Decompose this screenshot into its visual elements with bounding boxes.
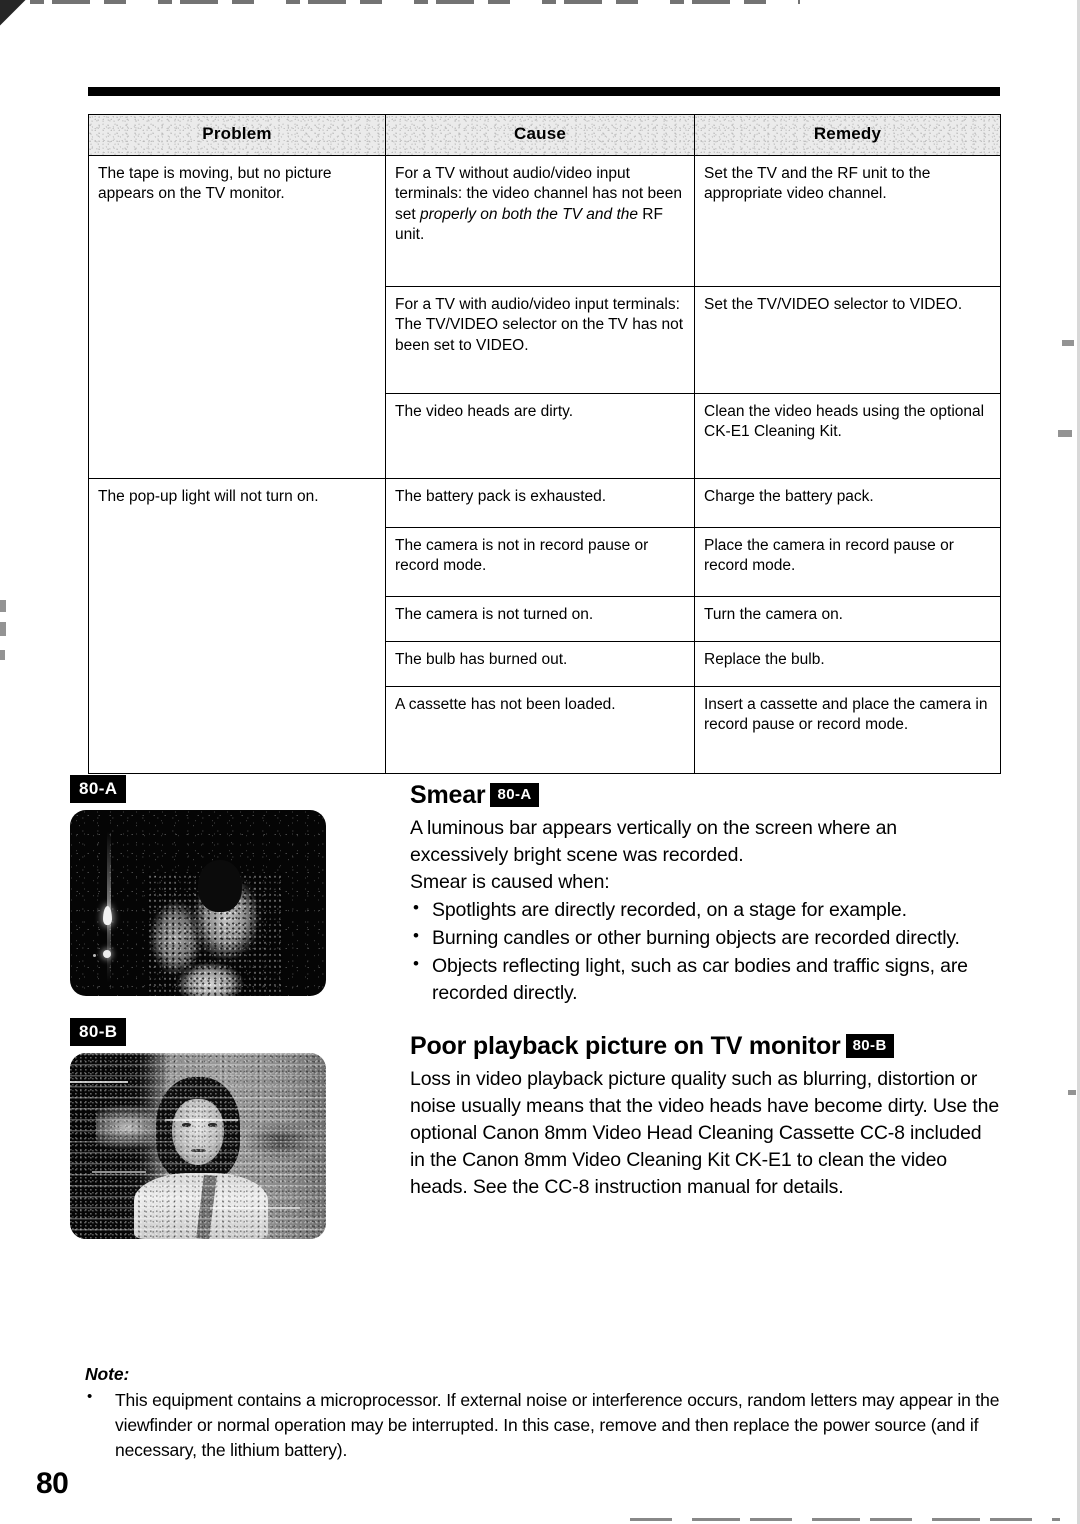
figure-photo-80b-poor-playback <box>70 1053 326 1239</box>
page-number: 80 <box>36 1467 69 1500</box>
section-badge-80b: 80-B <box>846 1034 894 1058</box>
note-label: Note: <box>85 1364 130 1384</box>
figure-photo-80a-smear <box>70 810 326 996</box>
video-dropout-lines <box>70 1053 326 1239</box>
cause-cell: For a TV without audio/video input terminals: the video channel has not been set properly on both the TV and the RF unit. <box>386 155 695 286</box>
column-header-problem: Problem <box>89 115 386 156</box>
scan-edge-mark <box>1062 340 1074 346</box>
remedy-cell: Set the TV and the RF unit to the appropriate video channel. <box>695 155 1001 286</box>
figure-spacer <box>70 996 360 1018</box>
text-column <box>410 782 1000 1201</box>
section-title-text: Poor playback picture on TV monitor <box>410 1032 841 1061</box>
photo-highlight-dot <box>93 954 96 957</box>
remedy-cell: Replace the bulb. <box>695 641 1001 686</box>
table-header-row <box>89 115 1001 156</box>
problem-cell: The pop-up light will not turn on. <box>89 478 386 773</box>
cause-cell: The camera is not in record pause or record mode. <box>386 527 695 596</box>
scan-edge-mark <box>1068 1090 1076 1095</box>
cause-cell: For a TV with audio/video input terminals: The TV/VIDEO selector on the TV has not been set to VIDEO. <box>386 286 695 393</box>
figure-column <box>70 775 360 1239</box>
troubleshooting-table <box>88 114 1001 774</box>
photo-subject-head <box>198 860 242 912</box>
section-title-text: Smear <box>410 781 486 809</box>
column-header-remedy: Remedy <box>695 115 1001 156</box>
remedy-cell: Set the TV/VIDEO selector to VIDEO. <box>695 286 1001 393</box>
table-row <box>89 478 1001 527</box>
scan-corner-artifact <box>0 0 30 30</box>
list-item: • Spotlights are directly recorded, on a stage for example. <box>410 897 1000 924</box>
cause-cell: The video heads are dirty. <box>386 393 695 478</box>
candle-flame <box>103 906 112 925</box>
note-item: • This equipment contains a microprocessor. If external noise or interference occurs, random letters may appear in the viewfinder or normal operation may be interrupted. In this case, remove and then replace the power source (and if necessary, the lithium battery). <box>85 1388 1005 1463</box>
remedy-cell: Turn the camera on. <box>695 596 1001 641</box>
scan-edge-mark <box>0 650 5 660</box>
remedy-cell: Charge the battery pack. <box>695 478 1001 527</box>
note-block <box>85 1364 1005 1463</box>
section-leadin-smear: Smear is caused when: <box>410 870 610 893</box>
scan-bottom-dashes <box>620 1518 1060 1521</box>
cause-cell: The camera is not turned on. <box>386 596 695 641</box>
cause-cell: A cassette has not been loaded. <box>386 686 695 773</box>
remedy-cell: Insert a cassette and place the camera in record pause or record mode. <box>695 686 1001 773</box>
section-badge-80a: 80-A <box>490 783 538 807</box>
scan-top-edge-artifact <box>30 0 800 4</box>
remedy-cell: Place the camera in record pause or record mode. <box>695 527 1001 596</box>
header-rule <box>88 87 1000 96</box>
list-item: • Burning candles or other burning objects are recorded directly. <box>410 925 1000 952</box>
scan-edge-mark <box>0 622 6 636</box>
scan-edge-mark <box>1058 430 1072 437</box>
figure-badge-80b: 80-B <box>70 1018 126 1046</box>
section-heading-smear <box>410 782 1000 810</box>
remedy-cell: Clean the video heads using the optional CK-E1 Cleaning Kit. <box>695 393 1001 478</box>
problem-cell: The tape is moving, but no picture appears on the TV monitor. <box>89 155 386 478</box>
scan-edge-mark <box>0 600 6 612</box>
figure-badge-80a: 80-A <box>70 775 126 803</box>
cause-cell: The battery pack is exhausted. <box>386 478 695 527</box>
smear-cause-list <box>410 897 1000 1007</box>
column-header-cause: Cause <box>386 115 695 156</box>
section-spacer <box>410 1007 1000 1033</box>
table-row <box>89 155 1001 286</box>
list-item: • Objects reflecting light, such as car bodies and traffic signs, are recorded directly. <box>410 953 1000 1007</box>
section-paragraph-smear: A luminous bar appears vertically on the screen where an excessively bright scene was recorded. <box>410 816 897 866</box>
candle-flame-lower <box>103 950 111 958</box>
section-paragraph-poor-playback: Loss in video playback picture quality such as blurring, distortion or noise usually means that the video heads have become dirty. Use the optional Canon 8mm Video Head Cleaning Cassette CC-8 included in the Canon 8mm Video Cleaning Kit CK-E1 to clean the video heads. See the CC-8 instruction manual for details. <box>410 1067 1000 1199</box>
cause-cell: The bulb has burned out. <box>386 641 695 686</box>
section-heading-poor-playback <box>410 1033 1000 1061</box>
